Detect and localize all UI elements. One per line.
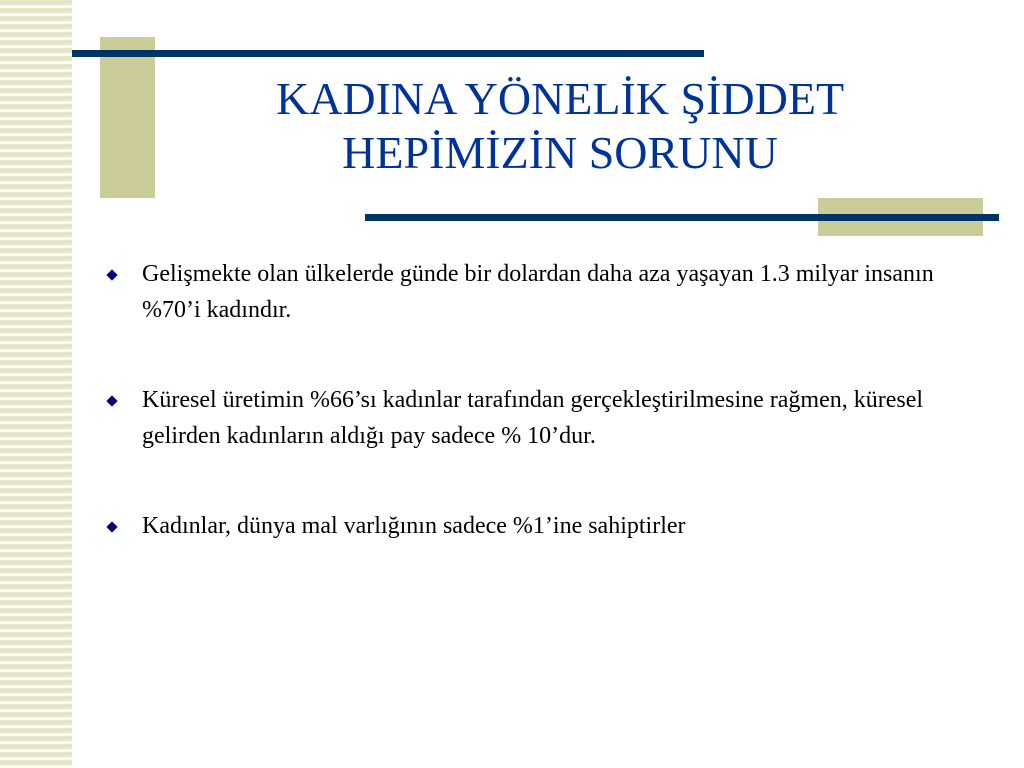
slide-title-line-1: KADINA YÖNELİK ŞİDDET <box>275 73 845 124</box>
slide-title <box>130 72 990 180</box>
bullet-item <box>98 256 938 328</box>
bullet-text: Kadınlar, dünya mal varlığının sadece %1’ine sahiptirler <box>142 513 686 539</box>
bullet-item <box>98 508 938 544</box>
bullet-item <box>98 382 938 454</box>
bullet-text: Küresel üretimin %66’sı kadınlar tarafından gerçekleştirilmesine rağmen, küresel gelirden kadınların aldığı pay sadece % 10’dur. <box>142 387 924 449</box>
striped-left-border <box>0 0 72 768</box>
diamond-bullet-icon <box>106 269 117 280</box>
bullet-text: Gelişmekte olan ülkelerde günde bir dolardan daha aza yaşayan 1.3 milyar insanın %70’i kadındır. <box>142 261 934 323</box>
bullet-list <box>98 256 938 544</box>
navy-bar-top <box>72 50 704 57</box>
slide-title-line-2: HEPİMİZİN SORUNU <box>342 127 778 178</box>
diamond-bullet-icon <box>106 521 117 532</box>
navy-bar-bottom <box>365 214 999 221</box>
diamond-bullet-icon <box>106 395 117 406</box>
